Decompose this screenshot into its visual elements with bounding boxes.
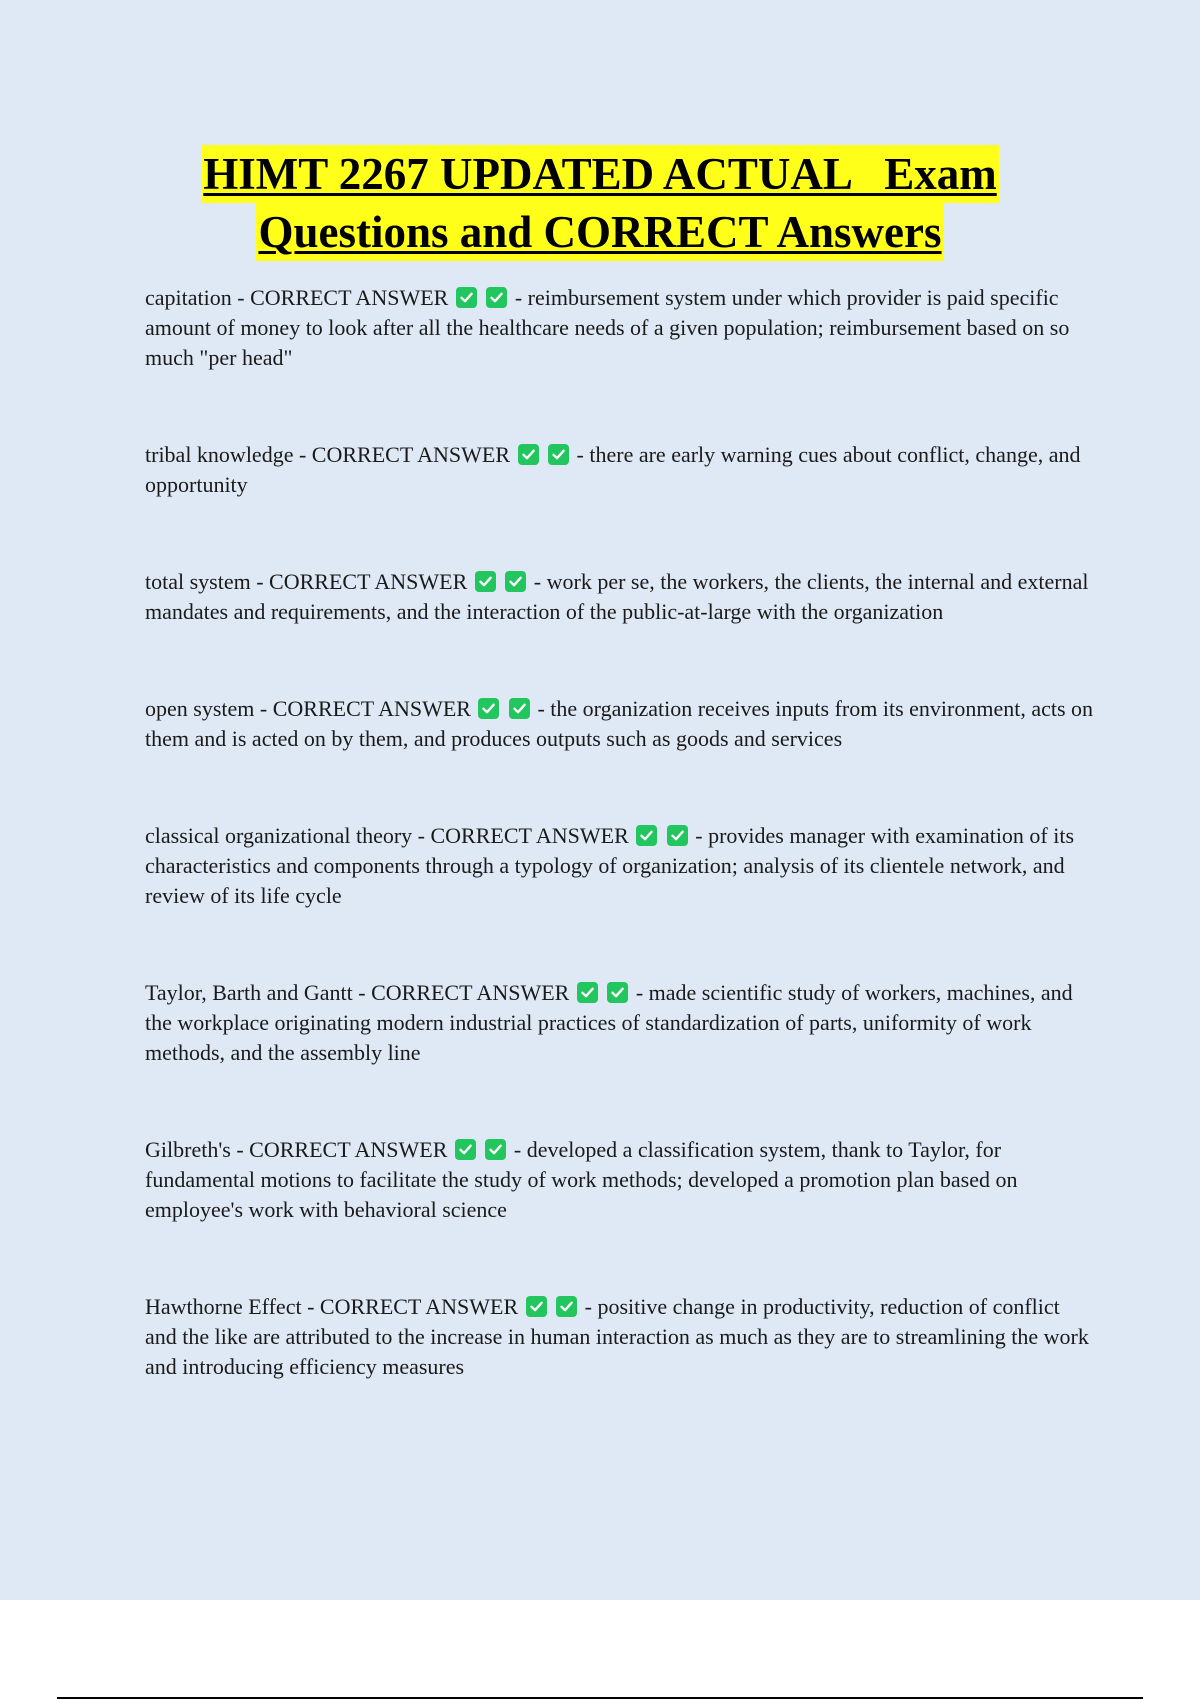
qa-item	[145, 283, 1095, 373]
bottom-divider	[57, 1697, 1143, 1699]
separator-dash: -	[256, 569, 270, 594]
green-checkbox-icon	[667, 825, 688, 846]
green-checkbox-icon	[455, 1139, 476, 1160]
qa-term: capitation	[145, 285, 232, 310]
separator-dash: -	[584, 1294, 598, 1319]
green-checkbox-icon	[526, 1296, 547, 1317]
qa-term: Hawthorne Effect	[145, 1294, 302, 1319]
separator-dash: -	[236, 1137, 250, 1162]
separator-dash: -	[695, 823, 709, 848]
qa-definition: made scientific study of workers, machines, and the workplace originating modern industrial practices of standardization of parts, uniformity of work methods, and the assembly line	[145, 980, 1073, 1065]
qa-term: open system	[145, 696, 255, 721]
qa-marker: CORRECT ANSWER	[311, 442, 511, 467]
qa-definition: provides manager with examination of its characteristics and components through a typology of organization; analysis of its clientele network, and review of its life cycle	[145, 823, 1075, 908]
separator-dash: -	[533, 569, 547, 594]
separator-dash: -	[307, 1294, 320, 1319]
qa-marker: CORRECT ANSWER	[371, 980, 570, 1005]
qa-marker: CORRECT ANSWER	[272, 696, 471, 721]
green-checkbox-icon	[636, 825, 657, 846]
green-checkbox-icon	[475, 571, 496, 592]
separator-dash: -	[237, 285, 251, 310]
qa-marker: CORRECT ANSWER	[249, 1137, 448, 1162]
separator-dash: -	[513, 1137, 527, 1162]
qa-definition: the organization receives inputs from its environment, acts on them and is acted on by them, and produces outputs such as goods and services	[145, 696, 1094, 751]
separator-dash: -	[514, 285, 528, 310]
green-checkbox-icon	[478, 698, 499, 719]
green-checkbox-icon	[556, 1296, 577, 1317]
separator-dash: -	[537, 696, 551, 721]
green-checkbox-icon	[607, 982, 628, 1003]
title-line-1: HIMT 2267 UPDATED ACTUAL Exam	[201, 145, 998, 203]
separator-dash: -	[576, 442, 590, 467]
separator-dash: -	[635, 980, 649, 1005]
qa-term: classical organizational theory	[145, 823, 413, 848]
separator-dash: -	[358, 980, 372, 1005]
qa-definition: positive change in productivity, reduction of conflict and the like are attributed to the increase in human interaction as much as they are to streamlining the work and introducing efficiency measures	[145, 1294, 1089, 1379]
qa-definition: developed a classification system, thank to Taylor, for fundamental motions to facilitate the study of work methods; developed a promotion plan based on employee's work with behavioral science	[145, 1137, 1018, 1222]
qa-item	[145, 821, 1095, 911]
green-checkbox-icon	[456, 287, 477, 308]
qa-term: tribal knowledge	[145, 442, 294, 467]
green-checkbox-icon	[577, 982, 598, 1003]
qa-term: total system	[145, 569, 251, 594]
qa-marker: CORRECT ANSWER	[250, 285, 449, 310]
green-checkbox-icon	[518, 444, 539, 465]
green-checkbox-icon	[505, 571, 526, 592]
qa-item	[145, 1135, 1095, 1225]
qa-definition: reimbursement system under which provider is paid specific amount of money to look after all the healthcare needs of a given population; reimbursement based on so much "per head"	[145, 285, 1070, 370]
green-checkbox-icon	[485, 1139, 506, 1160]
qa-item	[145, 1292, 1095, 1382]
green-checkbox-icon	[548, 444, 569, 465]
qa-term: Gilbreth's	[145, 1137, 231, 1162]
qa-item	[145, 694, 1095, 754]
qa-list	[145, 283, 1095, 1449]
qa-item	[145, 440, 1095, 500]
qa-marker: CORRECT ANSWER	[269, 569, 468, 594]
qa-item	[145, 978, 1095, 1068]
title-line-2: Questions and CORRECT Answers	[256, 203, 943, 261]
qa-marker: CORRECT ANSWER	[319, 1294, 519, 1319]
qa-marker: CORRECT ANSWER	[430, 823, 629, 848]
green-checkbox-icon	[486, 287, 507, 308]
qa-term: Taylor, Barth and Gantt	[145, 980, 353, 1005]
separator-dash: -	[259, 696, 273, 721]
separator-dash: -	[417, 823, 431, 848]
green-checkbox-icon	[509, 698, 530, 719]
document-title	[0, 145, 1200, 261]
separator-dash: -	[298, 442, 312, 467]
qa-definition: there are early warning cues about conflict, change, and opportunity	[145, 442, 1081, 497]
qa-item	[145, 567, 1095, 627]
qa-definition: work per se, the workers, the clients, the internal and external mandates and requirements, and the interaction of the public-at-large with the organization	[145, 569, 1089, 624]
